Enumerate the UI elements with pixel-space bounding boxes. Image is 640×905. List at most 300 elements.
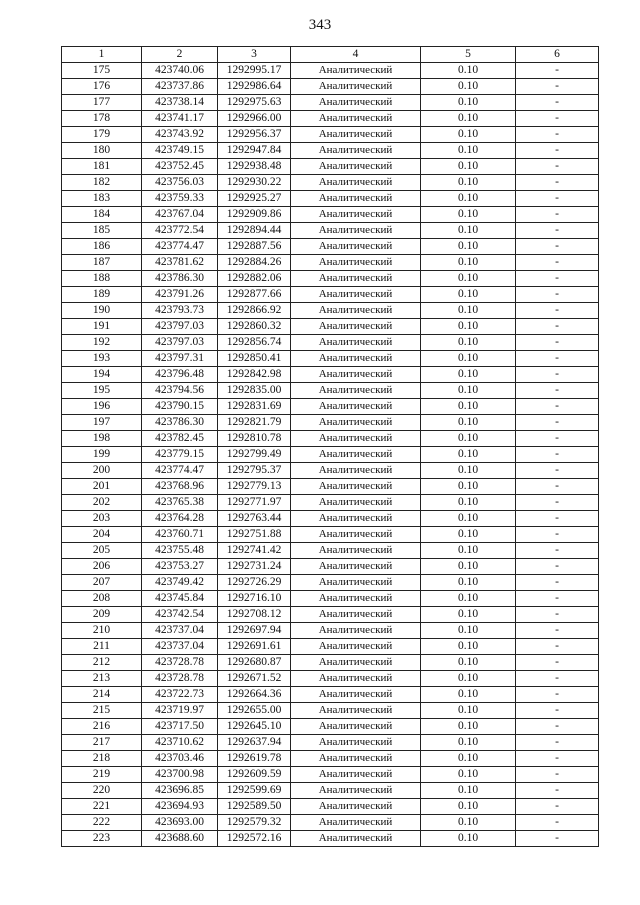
table-row [62,815,599,831]
cell-method: Аналитический [291,63,421,79]
cell-point-number: 215 [62,703,142,719]
cell-method: Аналитический [291,191,421,207]
cell-point-number: 180 [62,143,142,159]
cell-coord-x: 423790.15 [142,399,218,415]
cell-coord-y: 1292599.69 [218,783,291,799]
cell-accuracy: 0.10 [421,287,516,303]
table-row [62,191,599,207]
table-row [62,239,599,255]
cell-accuracy: 0.10 [421,687,516,703]
cell-coord-y: 1292664.36 [218,687,291,703]
cell-coord-x: 423791.26 [142,287,218,303]
cell-method: Аналитический [291,95,421,111]
cell-method: Аналитический [291,319,421,335]
cell-coord-y: 1292799.49 [218,447,291,463]
cell-accuracy: 0.10 [421,703,516,719]
table-row [62,527,599,543]
cell-point-number: 221 [62,799,142,815]
table-row [62,479,599,495]
table-row [62,447,599,463]
cell-note: - [516,159,599,175]
table-row [62,655,599,671]
cell-note: - [516,383,599,399]
cell-coord-y: 1292930.22 [218,175,291,191]
cell-method: Аналитический [291,271,421,287]
cell-accuracy: 0.10 [421,207,516,223]
cell-method: Аналитический [291,175,421,191]
cell-accuracy: 0.10 [421,559,516,575]
table-row [62,671,599,687]
cell-point-number: 196 [62,399,142,415]
cell-coord-x: 423703.46 [142,751,218,767]
cell-coord-y: 1292850.41 [218,351,291,367]
cell-note: - [516,687,599,703]
table-row [62,287,599,303]
cell-method: Аналитический [291,399,421,415]
cell-coord-y: 1292751.88 [218,527,291,543]
cell-coord-y: 1292866.92 [218,303,291,319]
cell-method: Аналитический [291,143,421,159]
cell-accuracy: 0.10 [421,351,516,367]
table-row [62,511,599,527]
cell-coord-y: 1292589.50 [218,799,291,815]
cell-point-number: 197 [62,415,142,431]
table-row [62,783,599,799]
cell-coord-x: 423737.04 [142,639,218,655]
cell-accuracy: 0.10 [421,815,516,831]
cell-accuracy: 0.10 [421,767,516,783]
cell-coord-y: 1292763.44 [218,511,291,527]
cell-coord-x: 423749.15 [142,143,218,159]
cell-method: Аналитический [291,751,421,767]
cell-point-number: 186 [62,239,142,255]
cell-coord-x: 423738.14 [142,95,218,111]
cell-method: Аналитический [291,223,421,239]
cell-method: Аналитический [291,207,421,223]
cell-point-number: 192 [62,335,142,351]
cell-coord-x: 423797.03 [142,319,218,335]
cell-coord-x: 423737.86 [142,79,218,95]
table-row [62,143,599,159]
cell-note: - [516,575,599,591]
cell-point-number: 182 [62,175,142,191]
cell-method: Аналитический [291,799,421,815]
cell-coord-y: 1292579.32 [218,815,291,831]
table-row [62,639,599,655]
cell-note: - [516,463,599,479]
cell-accuracy: 0.10 [421,175,516,191]
cell-point-number: 200 [62,463,142,479]
cell-coord-x: 423765.38 [142,495,218,511]
table-row [62,831,599,847]
cell-coord-x: 423743.92 [142,127,218,143]
cell-point-number: 220 [62,783,142,799]
cell-note: - [516,287,599,303]
cell-point-number: 193 [62,351,142,367]
cell-note: - [516,543,599,559]
cell-note: - [516,559,599,575]
cell-note: - [516,127,599,143]
cell-point-number: 177 [62,95,142,111]
cell-coord-y: 1292741.42 [218,543,291,559]
cell-point-number: 214 [62,687,142,703]
cell-accuracy: 0.10 [421,255,516,271]
cell-note: - [516,527,599,543]
cell-point-number: 194 [62,367,142,383]
cell-method: Аналитический [291,159,421,175]
cell-accuracy: 0.10 [421,479,516,495]
cell-coord-y: 1292810.78 [218,431,291,447]
cell-method: Аналитический [291,447,421,463]
cell-note: - [516,767,599,783]
header-cell-2: 2 [142,47,218,63]
cell-point-number: 206 [62,559,142,575]
cell-point-number: 185 [62,223,142,239]
cell-coord-x: 423749.42 [142,575,218,591]
cell-method: Аналитический [291,623,421,639]
cell-accuracy: 0.10 [421,575,516,591]
cell-coord-x: 423728.78 [142,671,218,687]
cell-coord-x: 423781.62 [142,255,218,271]
cell-method: Аналитический [291,239,421,255]
cell-point-number: 205 [62,543,142,559]
cell-method: Аналитический [291,591,421,607]
cell-coord-y: 1292671.52 [218,671,291,687]
cell-coord-y: 1292925.27 [218,191,291,207]
cell-point-number: 211 [62,639,142,655]
cell-coord-y: 1292645.10 [218,719,291,735]
cell-coord-y: 1292731.24 [218,559,291,575]
table-row [62,703,599,719]
cell-point-number: 222 [62,815,142,831]
table-row [62,159,599,175]
cell-method: Аналитический [291,367,421,383]
cell-accuracy: 0.10 [421,591,516,607]
cell-accuracy: 0.10 [421,399,516,415]
cell-coord-y: 1292986.64 [218,79,291,95]
cell-accuracy: 0.10 [421,239,516,255]
cell-accuracy: 0.10 [421,63,516,79]
cell-method: Аналитический [291,639,421,655]
cell-accuracy: 0.10 [421,383,516,399]
cell-coord-y: 1292938.48 [218,159,291,175]
cell-note: - [516,815,599,831]
header-cell-3: 3 [218,47,291,63]
cell-method: Аналитический [291,815,421,831]
cell-accuracy: 0.10 [421,303,516,319]
table-row [62,111,599,127]
cell-coord-y: 1292887.56 [218,239,291,255]
table-row [62,735,599,751]
cell-coord-x: 423742.54 [142,607,218,623]
cell-coord-x: 423764.28 [142,511,218,527]
table-row [62,575,599,591]
cell-accuracy: 0.10 [421,511,516,527]
cell-accuracy: 0.10 [421,719,516,735]
table-row [62,607,599,623]
table-row [62,623,599,639]
cell-coord-x: 423753.27 [142,559,218,575]
cell-coord-y: 1292995.17 [218,63,291,79]
cell-point-number: 210 [62,623,142,639]
cell-accuracy: 0.10 [421,271,516,287]
table-row [62,431,599,447]
table-row [62,79,599,95]
cell-note: - [516,367,599,383]
cell-coord-y: 1292795.37 [218,463,291,479]
cell-coord-y: 1292947.84 [218,143,291,159]
cell-coord-x: 423786.30 [142,271,218,287]
coordinates-table [61,46,599,847]
cell-point-number: 207 [62,575,142,591]
cell-coord-x: 423786.30 [142,415,218,431]
cell-coord-x: 423767.04 [142,207,218,223]
cell-accuracy: 0.10 [421,127,516,143]
cell-method: Аналитический [291,735,421,751]
cell-note: - [516,111,599,127]
cell-method: Аналитический [291,351,421,367]
table-row [62,319,599,335]
page-number: 343 [308,17,332,33]
cell-note: - [516,223,599,239]
cell-accuracy: 0.10 [421,607,516,623]
cell-accuracy: 0.10 [421,447,516,463]
cell-coord-y: 1292856.74 [218,335,291,351]
cell-note: - [516,735,599,751]
cell-accuracy: 0.10 [421,639,516,655]
cell-point-number: 218 [62,751,142,767]
table-row [62,495,599,511]
cell-accuracy: 0.10 [421,223,516,239]
cell-coord-x: 423719.97 [142,703,218,719]
cell-coord-x: 423694.93 [142,799,218,815]
cell-point-number: 223 [62,831,142,847]
cell-coord-x: 423782.45 [142,431,218,447]
cell-method: Аналитический [291,607,421,623]
cell-coord-y: 1292572.16 [218,831,291,847]
table-header [62,47,599,63]
cell-coord-x: 423760.71 [142,527,218,543]
cell-note: - [516,95,599,111]
cell-accuracy: 0.10 [421,191,516,207]
cell-accuracy: 0.10 [421,831,516,847]
cell-coord-y: 1292860.32 [218,319,291,335]
cell-point-number: 189 [62,287,142,303]
cell-method: Аналитический [291,671,421,687]
cell-method: Аналитический [291,335,421,351]
cell-method: Аналитический [291,687,421,703]
cell-coord-y: 1292894.44 [218,223,291,239]
table-row [62,223,599,239]
table-row [62,543,599,559]
cell-note: - [516,623,599,639]
cell-method: Аналитический [291,303,421,319]
cell-note: - [516,655,599,671]
cell-coord-x: 423752.45 [142,159,218,175]
cell-note: - [516,271,599,287]
cell-accuracy: 0.10 [421,543,516,559]
cell-method: Аналитический [291,559,421,575]
cell-method: Аналитический [291,415,421,431]
cell-note: - [516,751,599,767]
cell-note: - [516,79,599,95]
cell-point-number: 202 [62,495,142,511]
cell-coord-x: 423722.73 [142,687,218,703]
cell-accuracy: 0.10 [421,799,516,815]
table-row [62,559,599,575]
cell-accuracy: 0.10 [421,79,516,95]
cell-point-number: 219 [62,767,142,783]
cell-method: Аналитический [291,511,421,527]
cell-coord-x: 423737.04 [142,623,218,639]
cell-accuracy: 0.10 [421,671,516,687]
header-row [62,47,599,63]
cell-accuracy: 0.10 [421,159,516,175]
table-row [62,399,599,415]
cell-point-number: 190 [62,303,142,319]
cell-accuracy: 0.10 [421,415,516,431]
cell-accuracy: 0.10 [421,431,516,447]
cell-method: Аналитический [291,783,421,799]
cell-coord-x: 423728.78 [142,655,218,671]
cell-coord-y: 1292831.69 [218,399,291,415]
table-row [62,799,599,815]
cell-accuracy: 0.10 [421,367,516,383]
cell-point-number: 183 [62,191,142,207]
cell-note: - [516,207,599,223]
cell-coord-y: 1292680.87 [218,655,291,671]
cell-point-number: 201 [62,479,142,495]
table-row [62,767,599,783]
cell-coord-y: 1292609.59 [218,767,291,783]
cell-coord-x: 423688.60 [142,831,218,847]
cell-coord-x: 423797.03 [142,335,218,351]
cell-coord-x: 423774.47 [142,463,218,479]
cell-coord-y: 1292771.97 [218,495,291,511]
table-row [62,271,599,287]
cell-note: - [516,239,599,255]
cell-coord-x: 423796.48 [142,367,218,383]
cell-note: - [516,191,599,207]
cell-note: - [516,175,599,191]
cell-method: Аналитический [291,543,421,559]
cell-method: Аналитический [291,831,421,847]
table-row [62,207,599,223]
table-row [62,175,599,191]
cell-point-number: 188 [62,271,142,287]
cell-note: - [516,591,599,607]
cell-point-number: 208 [62,591,142,607]
cell-method: Аналитический [291,255,421,271]
cell-note: - [516,607,599,623]
cell-method: Аналитический [291,719,421,735]
cell-note: - [516,399,599,415]
cell-note: - [516,319,599,335]
cell-coord-y: 1292637.94 [218,735,291,751]
cell-note: - [516,719,599,735]
table-row [62,351,599,367]
cell-method: Аналитический [291,383,421,399]
cell-method: Аналитический [291,703,421,719]
header-cell-1: 1 [62,47,142,63]
cell-note: - [516,303,599,319]
cell-method: Аналитический [291,495,421,511]
cell-point-number: 198 [62,431,142,447]
cell-note: - [516,63,599,79]
table-row [62,719,599,735]
cell-coord-x: 423693.00 [142,815,218,831]
cell-coord-y: 1292882.06 [218,271,291,287]
cell-note: - [516,255,599,271]
cell-note: - [516,799,599,815]
cell-point-number: 216 [62,719,142,735]
cell-coord-x: 423772.54 [142,223,218,239]
cell-note: - [516,143,599,159]
table-row [62,303,599,319]
cell-accuracy: 0.10 [421,735,516,751]
cell-coord-x: 423794.56 [142,383,218,399]
cell-method: Аналитический [291,287,421,303]
cell-method: Аналитический [291,127,421,143]
cell-point-number: 213 [62,671,142,687]
cell-point-number: 184 [62,207,142,223]
cell-coord-x: 423779.15 [142,447,218,463]
cell-method: Аналитический [291,111,421,127]
cell-note: - [516,783,599,799]
cell-coord-x: 423756.03 [142,175,218,191]
cell-note: - [516,479,599,495]
cell-method: Аналитический [291,479,421,495]
cell-accuracy: 0.10 [421,623,516,639]
table-body [62,63,599,847]
cell-point-number: 217 [62,735,142,751]
cell-accuracy: 0.10 [421,335,516,351]
header-cell-4: 4 [291,47,421,63]
cell-coord-x: 423797.31 [142,351,218,367]
cell-coord-y: 1292691.61 [218,639,291,655]
cell-accuracy: 0.10 [421,527,516,543]
cell-coord-y: 1292966.00 [218,111,291,127]
cell-note: - [516,415,599,431]
cell-coord-x: 423768.96 [142,479,218,495]
cell-coord-y: 1292655.00 [218,703,291,719]
table-row [62,255,599,271]
cell-accuracy: 0.10 [421,463,516,479]
cell-method: Аналитический [291,431,421,447]
cell-point-number: 178 [62,111,142,127]
cell-note: - [516,447,599,463]
cell-coord-y: 1292716.10 [218,591,291,607]
cell-method: Аналитический [291,655,421,671]
cell-note: - [516,431,599,447]
cell-point-number: 199 [62,447,142,463]
cell-coord-x: 423774.47 [142,239,218,255]
table-row [62,127,599,143]
cell-note: - [516,335,599,351]
cell-coord-x: 423741.17 [142,111,218,127]
cell-note: - [516,703,599,719]
cell-coord-y: 1292779.13 [218,479,291,495]
cell-coord-y: 1292975.63 [218,95,291,111]
cell-note: - [516,639,599,655]
table-row [62,687,599,703]
cell-note: - [516,351,599,367]
cell-note: - [516,495,599,511]
cell-point-number: 176 [62,79,142,95]
cell-point-number: 175 [62,63,142,79]
cell-coord-x: 423755.48 [142,543,218,559]
cell-point-number: 179 [62,127,142,143]
